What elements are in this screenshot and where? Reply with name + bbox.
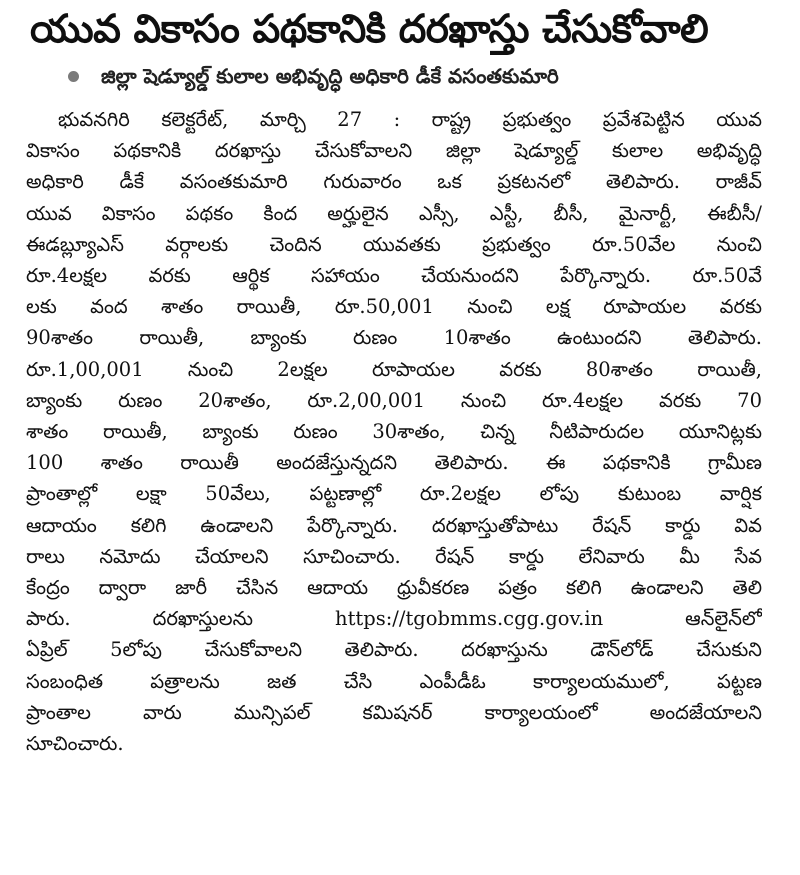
body-line: రూ.1,00,001 నుంచి 2లక్షల రూపాయల వరకు 80శాతం రాయితీ,	[26, 357, 762, 381]
article-headline: యువ వికాసం పథకానికి దరఖాస్తు చేసుకోవాలి	[30, 7, 709, 52]
body-line: బ్యాంకు రుణం 20శాతం, రూ.2,00,001 నుంచి రూ.4లక్షల వరకు 70	[26, 388, 762, 412]
bullet-icon	[68, 71, 79, 82]
body-line: భువనగిరి కలెక్టరేట్, మార్చి 27 : రాష్ట్ర ప్రభుత్వం ప్రవేశపెట్టిన యువ	[58, 108, 762, 131]
body-line: ఏప్రిల్ 5లోపు చేసుకోవాలని తెలిపారు. దరఖాస్తును డౌన్‌లోడ్ చేసుకుని	[26, 638, 762, 662]
body-line: 90శాతం రాయితీ, బ్యాంకు రుణం 10శాతం ఉంటుందని తెలిపారు.	[26, 326, 762, 350]
body-line: ఈడబ్ల్యూఎస్ వర్గాలకు చెందిన యువతకు ప్రభుత్వం రూ.50వేల నుంచి	[26, 232, 762, 256]
body-line: లకు వంద శాతం రాయితీ, రూ.50,001 నుంచి లక్ష రూపాయల వరకు	[26, 295, 762, 319]
subhead-text: జిల్లా షెడ్యూల్డ్ కులాల అభివృద్ధి అధికారి డీకే వసంతకుమారి	[101, 64, 559, 88]
body-line: సూచించారు.	[26, 732, 124, 756]
body-line: రాలు నమోదు చేయాలని సూచించారు. రేషన్ కార్డు లేనివారు మీ సేవ	[26, 544, 762, 568]
body-line: సంబంధిత పత్రాలను జత చేసి ఎంపీడీఓ కార్యాలయములో, పట్టణ	[26, 669, 762, 693]
body-line: వికాసం పథకానికి దరఖాస్తు చేసుకోవాలని జిల్లా షెడ్యూల్డ్ కులాల అభివృద్ధి	[26, 139, 762, 163]
body-line: శాతం రాయితీ, బ్యాంకు రుణం 30శాతం, చిన్న నీటిపారుదల యూనిట్లకు	[26, 420, 762, 444]
body-line: అధికారి డీకే వసంతకుమారి గురువారం ఒక ప్రకటనలో తెలిపారు. రాజీవ్	[26, 170, 762, 194]
article-body	[26, 104, 786, 759]
body-line-url: పారు. దరఖాస్తులను https://tgobmms.cgg.gov.in ఆన్‌లైన్‌లో	[26, 607, 762, 631]
body-line: ప్రాంతాల వారు మున్సిపల్ కమిషనర్ కార్యాలయంలో అందజేయాలని	[26, 700, 762, 724]
body-line: రూ.4లక్షల వరకు ఆర్థిక సహాయం చేయనుందని పేర్కొన్నారు. రూ.50వే	[26, 264, 762, 288]
body-line: యువ వికాసం పథకం కింద అర్హులైన ఎస్సీ, ఎస్టీ, బీసీ, మైనార్టీ, ఈబీసీ/	[26, 201, 762, 225]
body-line: కేంద్రం ద్వారా జారీ చేసిన ఆదాయ ధ్రువీకరణ పత్రం కలిగి ఉండాలని తెలి	[26, 576, 762, 600]
body-line: 100 శాతం రాయితీ అందజేస్తున్నదని తెలిపారు. ఈ పథకానికి గ్రామీణ	[26, 451, 762, 475]
body-line: ఆదాయం కలిగి ఉండాలని పేర్కొన్నారు. దరఖాస్తుతోపాటు రేషన్ కార్డు వివ	[26, 513, 762, 537]
body-line: ప్రాంతాల్లో లక్షా 50వేలు, పట్టణాల్లో రూ.2లక్షల లోపు కుటుంబ వార్షిక	[26, 482, 762, 506]
article-subhead	[68, 62, 786, 90]
